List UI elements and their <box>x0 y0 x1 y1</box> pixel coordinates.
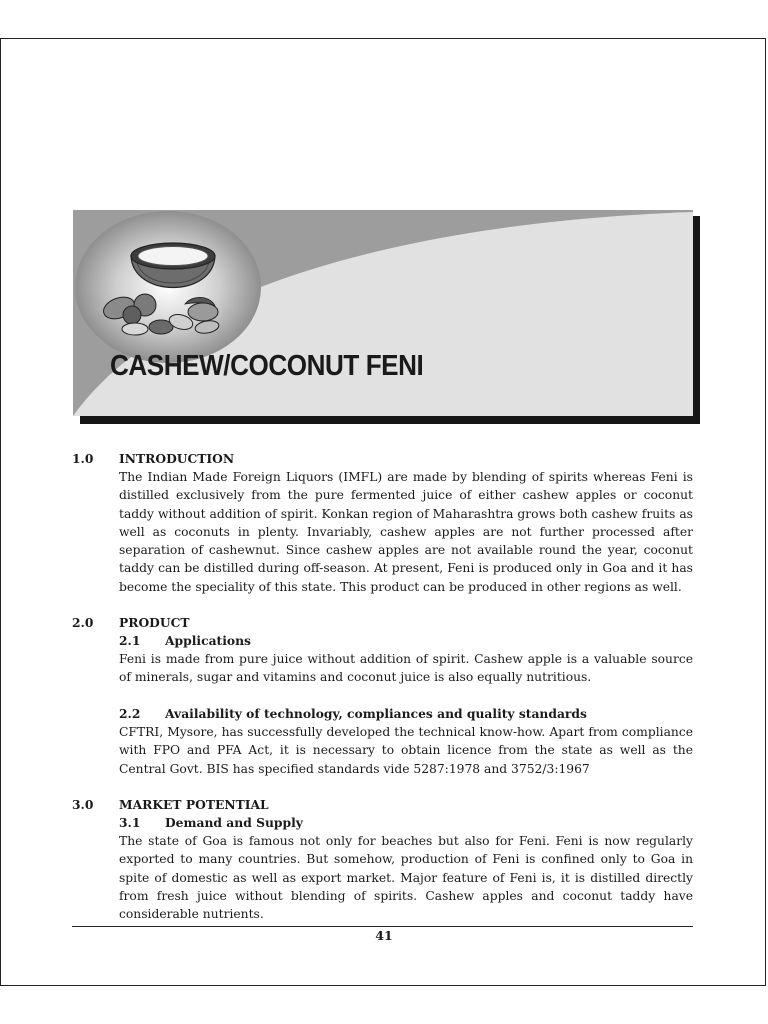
paragraph: Feni is made from pure juice without addition of spirit. Cashew apple is a valuable source of minerals, sugar and vitamins and coconut juice is also equally nutritious. <box>119 652 693 685</box>
subsection-number: 2.1 <box>119 633 141 648</box>
chapter-banner <box>73 210 693 416</box>
subsection-title: Demand and Supply <box>165 815 303 830</box>
paragraph: The Indian Made Foreign Liquors (IMFL) are made by blending of spirits whereas Feni is distilled exclusively from the pure fermented juice of either cashew apples or coconut taddy without addition of spirit. Konkan region of Maharashtra grows both cashew fruits as well as coconuts in plenty. Invariably, cashew apples are not further processed after separation of cashewnut. Since cashew apples are not available round the year, coconut taddy can be distilled during off-season. At present, Feni is produced only in Goa and it has become the speciality of this state. This product can be produced in other regions as well. <box>119 470 693 594</box>
subsection-number: 2.2 <box>119 706 141 721</box>
section-number: 2.0 <box>72 615 94 630</box>
section-title: INTRODUCTION <box>119 451 235 466</box>
subsection-title: Availability of technology, compliances and quality standards <box>165 706 587 721</box>
page-number: 41 <box>375 928 393 943</box>
section-number: 1.0 <box>72 451 94 466</box>
paragraph: The state of Goa is famous not only for beaches but also for Feni. Feni is now regularly exported to many countries. But somehow, production of Feni is confined only to Goa in spite of domestic as well as export market. Major feature of Feni is, it is distilled directly from fresh juice without blending of spirits. Cashew apples and coconut taddy have considerable nutrients. <box>119 834 693 922</box>
paragraph: CFTRI, Mysore, has successfully developed the technical know-how. Apart from compliance with FPO and PFA Act, it is necessary to obtain licence from the state as well as the Central Govt. BIS has specified standards vide 5287:1978 and 3752/3:1967 <box>119 725 693 776</box>
section-title: PRODUCT <box>119 615 190 630</box>
subsection-number: 3.1 <box>119 815 141 830</box>
section-title: MARKET POTENTIAL <box>119 797 269 812</box>
section-number: 3.0 <box>72 797 94 812</box>
cashew-coconut-illustration-icon <box>73 210 263 364</box>
footer-rule <box>72 926 693 927</box>
subsection-title: Applications <box>165 633 251 648</box>
page-title: CASHEW/COCONUT FENI <box>110 350 424 382</box>
